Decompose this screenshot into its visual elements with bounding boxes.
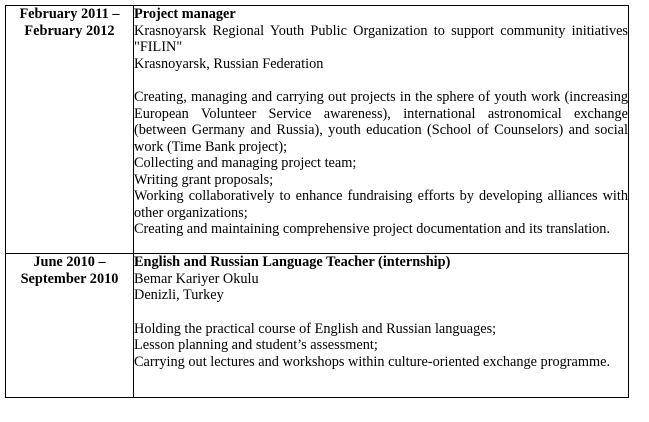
spacer <box>134 304 628 321</box>
organization: Krasnoyarsk Regional Youth Public Organization to support community initiatives "FILIN" <box>134 22 628 55</box>
job-title: English and Russian Language Teacher (internship) <box>134 254 451 270</box>
spacer <box>134 72 628 89</box>
duty-item: Lesson planning and student’s assessment; <box>134 337 378 353</box>
date-cell <box>6 6 134 254</box>
location: Krasnoyarsk, Russian Federation <box>134 55 324 72</box>
details-cell <box>134 254 629 398</box>
location: Denizli, Turkey <box>134 287 224 303</box>
duty-item: Holding the practical course of English and Russian languages; <box>134 320 497 337</box>
details-cell <box>134 6 629 254</box>
date-from: February 2011 – <box>19 6 120 22</box>
date-from: June 2010 – <box>33 254 106 270</box>
date-cell <box>6 254 134 398</box>
organization: Bemar Kariyer Okulu <box>134 270 259 287</box>
experience-table <box>5 5 629 398</box>
date-to: February 2012 <box>24 22 115 39</box>
duty-item: Collecting and managing project team; <box>134 155 357 171</box>
job-title: Project manager <box>134 6 236 22</box>
experience-row-bemar <box>6 254 629 398</box>
duty-item: Working collaboratively to enhance fundraising efforts by developing alliances with other organizations; <box>134 188 628 221</box>
experience-row-filin <box>6 6 629 254</box>
duty-item: Writing grant proposals; <box>134 171 274 188</box>
duty-item: Carrying out lectures and workshops within culture-oriented exchange programme. <box>134 353 611 370</box>
duty-item: Creating, managing and carrying out projects in the sphere of youth work (increasing European Volunteer Service awareness), international astronomical exchange (between Germany and Russia), youth education (School of Counselors) and social work (Time Bank project); <box>134 89 628 155</box>
date-to: September 2010 <box>20 270 119 287</box>
duty-item: Creating and maintaining comprehensive project documentation and its translation. <box>134 221 611 237</box>
